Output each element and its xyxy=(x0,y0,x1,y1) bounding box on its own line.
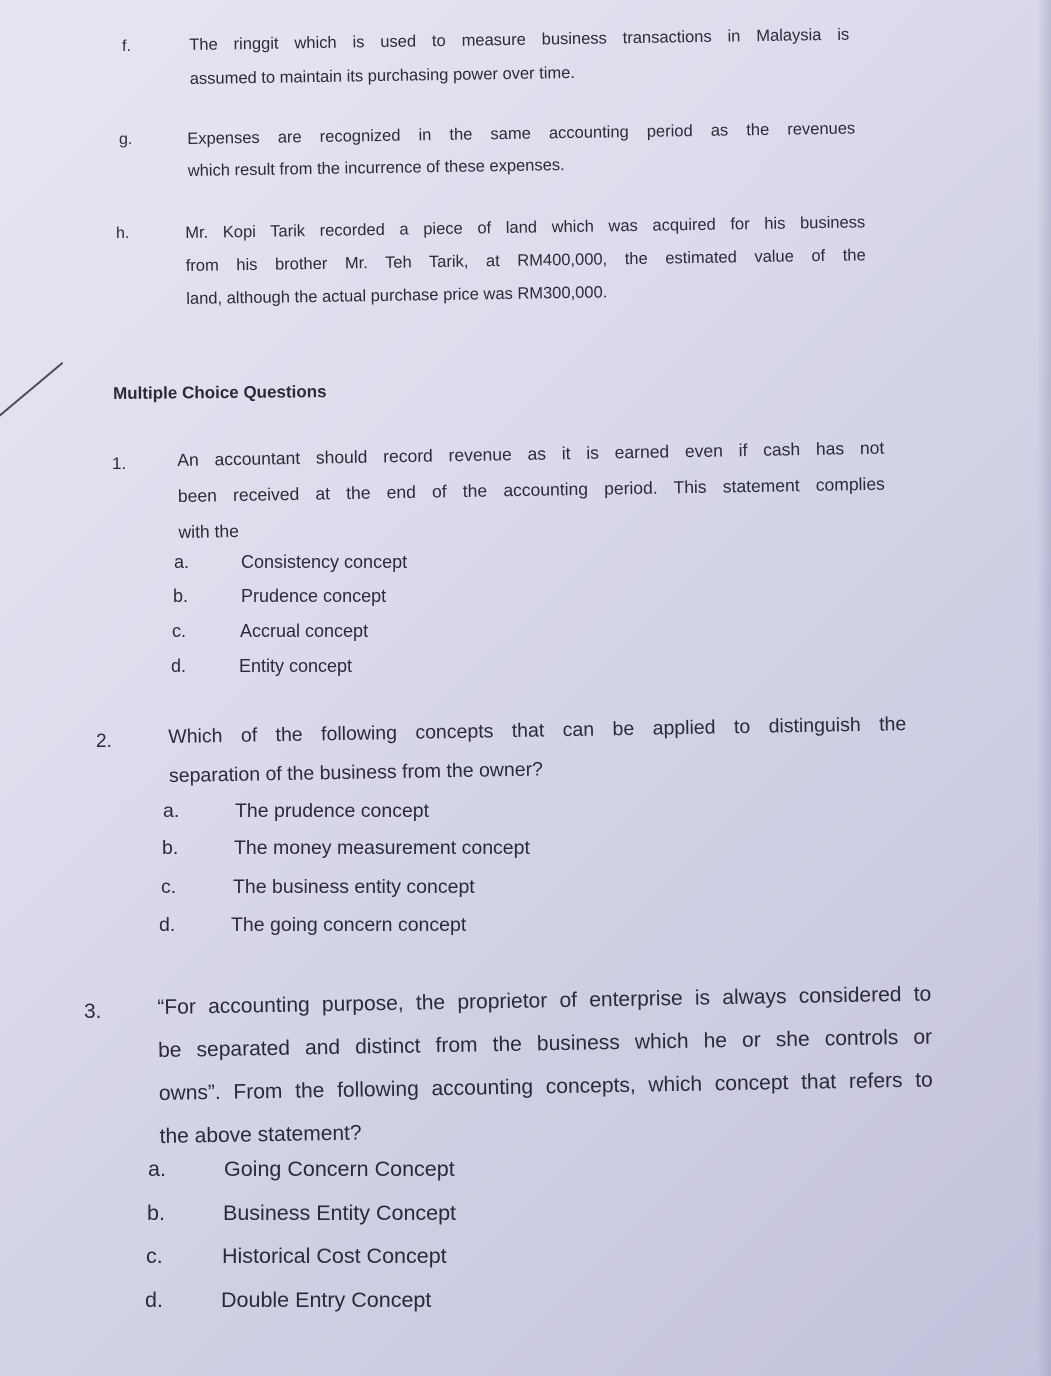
option-3d[interactable] xyxy=(145,1288,431,1313)
question-line: with the xyxy=(178,520,240,542)
option-text: Historical Cost Concept xyxy=(222,1244,447,1268)
option-letter: a. xyxy=(148,1157,166,1181)
option-2d[interactable] xyxy=(159,914,466,937)
option-letter: b. xyxy=(173,586,189,606)
statement-text xyxy=(189,18,850,96)
statement-text xyxy=(185,206,866,316)
option-text: The money measurement concept xyxy=(234,837,530,859)
statement-line: Expenses are recognized in the same accounting period as the revenues xyxy=(187,119,856,148)
section-heading: Multiple Choice Questions xyxy=(113,382,327,403)
question-line: been received at the end of the accounting period. This statement complies xyxy=(177,473,886,506)
option-text: Entity concept xyxy=(239,656,353,676)
option-1b[interactable] xyxy=(173,586,386,607)
option-2b[interactable] xyxy=(162,837,530,860)
option-text: Business Entity Concept xyxy=(223,1201,457,1225)
statement-line: land, although the actual purchase price was RM300,000. xyxy=(186,283,608,308)
option-letter: c. xyxy=(172,621,187,641)
option-text: Double Entry Concept xyxy=(221,1288,432,1312)
statement-marker: f. xyxy=(122,38,131,55)
option-3b[interactable] xyxy=(147,1201,456,1226)
question-text xyxy=(168,705,907,796)
question-text xyxy=(157,972,934,1157)
option-letter: b. xyxy=(147,1201,165,1225)
option-1c[interactable] xyxy=(172,621,368,642)
statement-line: which result from the incurrence of these expenses. xyxy=(187,156,565,180)
question-line: owns”. From the following accounting concepts, which concept that refers to xyxy=(158,1068,933,1105)
option-2c[interactable] xyxy=(161,876,475,899)
option-text: The going concern concept xyxy=(231,914,467,936)
option-text: Going Concern Concept xyxy=(224,1157,455,1181)
question-line: the above statement? xyxy=(159,1121,362,1148)
option-1d[interactable] xyxy=(171,656,352,677)
option-text: Prudence concept xyxy=(241,586,387,606)
option-text: The prudence concept xyxy=(235,800,430,822)
option-2a[interactable] xyxy=(163,800,429,823)
option-text: The business entity concept xyxy=(233,876,475,898)
option-letter: c. xyxy=(146,1244,163,1268)
statement-line: The ringgit which is used to measure business transactions in Malaysia is xyxy=(189,25,850,54)
option-1a[interactable] xyxy=(174,552,407,573)
pen-slash-mark xyxy=(0,362,63,444)
question-line: be separated and distinct from the business which he or she controls or xyxy=(157,1025,933,1062)
option-letter: a. xyxy=(163,800,180,822)
question-line: “For accounting purpose, the proprietor of enterprise is always considered to xyxy=(157,982,932,1019)
statement-line: from his brother Mr. Teh Tarik, at RM400,000, the estimated value of the xyxy=(185,246,866,275)
question-text xyxy=(177,430,886,550)
option-text: Consistency concept xyxy=(241,552,408,572)
statement-line: Mr. Kopi Tarik recorded a piece of land which was acquired for his business xyxy=(185,213,866,242)
option-text: Accrual concept xyxy=(240,621,369,641)
question-number: 2. xyxy=(96,731,112,752)
option-3a[interactable] xyxy=(148,1157,455,1182)
question-line: An accountant should record revenue as it is earned even if cash has not xyxy=(177,437,885,470)
statement-text xyxy=(187,113,856,187)
page-edge-shadow xyxy=(1037,0,1051,1376)
statement-marker: h. xyxy=(116,225,130,242)
statement-line: assumed to maintain its purchasing power over time. xyxy=(189,63,576,88)
question-number: 1. xyxy=(112,454,127,473)
option-letter: b. xyxy=(162,837,179,859)
option-letter: d. xyxy=(159,914,176,936)
question-line: separation of the business from the owner? xyxy=(168,758,544,787)
option-letter: a. xyxy=(174,552,190,572)
question-line: Which of the following concepts that can be applied to distinguish the xyxy=(168,713,907,748)
option-letter: c. xyxy=(161,876,177,898)
question-number: 3. xyxy=(84,1000,102,1023)
option-letter: d. xyxy=(171,656,187,676)
statement-marker: g. xyxy=(119,131,133,148)
option-3c[interactable] xyxy=(146,1244,447,1269)
option-letter: d. xyxy=(145,1288,163,1312)
